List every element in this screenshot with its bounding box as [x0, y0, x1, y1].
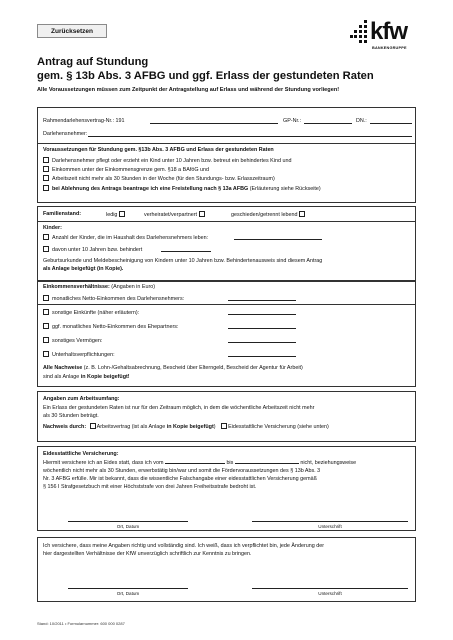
- income-field[interactable]: [228, 314, 296, 315]
- date-from-field[interactable]: [165, 463, 225, 464]
- section-declaration: [37, 537, 416, 602]
- family-option-single[interactable]: ledig: [106, 211, 128, 218]
- affidavit-heading: Eidesstattliche Versicherung:: [43, 451, 119, 457]
- section-workload: [37, 391, 416, 442]
- income-item: Unterhaltsverpflichtungen:: [43, 351, 115, 358]
- date-to-field[interactable]: [235, 463, 299, 464]
- declaration-line-1: Ich versichere, dass meine Angaben richtig und vollständig sind. Ich weiß, dass ich verpflichtet bin, jede Änderung der: [43, 543, 325, 549]
- income-item: sonstige Einkünfte (näher erläutern):: [43, 309, 139, 316]
- affidavit-line-1: Hiermit versichere ich an Eides statt, dass ich vom bis nicht, beziehungsweise: [43, 460, 357, 466]
- income-item: monatliches Netto-Einkommen des Darlehensnehmers:: [43, 295, 184, 302]
- form-subtitle: Alle Voraussetzungen müssen zum Zeitpunkt der Antragstellung auf Erlass und während der Stundung vorliegen!: [37, 87, 340, 93]
- form-title: [37, 55, 417, 83]
- workload-text-2: als 30 Stunden beträgt.: [43, 413, 99, 419]
- family-status-label: Familienstand:: [43, 211, 82, 217]
- requirement-item: Arbeitszeit nicht mehr als 30 Stunden in der Woche (für den Stundungs- bzw. Erlasszeitraum): [43, 175, 275, 182]
- logo-text: kfw: [370, 18, 408, 45]
- title-line-2: gem. § 13b Abs. 3 AFBG und ggf. Erlass der gestundeten Raten: [37, 70, 374, 82]
- borrower-field[interactable]: [88, 136, 412, 137]
- income-checkbox[interactable]: [43, 295, 49, 301]
- affidavit-line-3: Nr. 3 AFBG erfülle. Mir ist bekannt, dass die wissentliche Falschangabe einer eidesstattlichen Versicherung gemäß: [43, 476, 317, 482]
- income-checkbox[interactable]: [43, 323, 49, 329]
- exemption-checkbox[interactable]: [43, 185, 49, 191]
- income-item: sonstiges Vermögen:: [43, 337, 102, 344]
- children-count-field[interactable]: [234, 239, 322, 240]
- contract-number-field[interactable]: [150, 123, 278, 124]
- signature-line[interactable]: Unterschrift: [252, 521, 408, 529]
- workload-text: Ein Erlass der gestundeten Raten ist nur für den Zeitraum möglich, in dem die wöchentliche Arbeitszeit nicht mehr: [43, 405, 315, 411]
- income-field[interactable]: [228, 300, 296, 301]
- income-proof-line-2: sind als Anlage in Kopie beigefügt!: [43, 374, 130, 380]
- gp-label: GP-Nr.:: [283, 118, 301, 124]
- children-checkbox[interactable]: [43, 234, 49, 240]
- requirement-checkbox[interactable]: [43, 175, 49, 181]
- income-checkbox[interactable]: [43, 337, 49, 343]
- family-option-married[interactable]: verheiratet/verpartnert: [144, 211, 208, 218]
- children-item: davon unter 10 Jahren bzw. behindert: [43, 246, 142, 253]
- children-label: Kinder:: [43, 225, 62, 231]
- contract-number-label: Rahmendarlehensvertrag-Nr.: 191: [43, 118, 125, 124]
- form-footer: Stand: 10/2011 • Formularnummer: 600 000 0287: [37, 621, 125, 626]
- signature-line[interactable]: Unterschrift: [252, 588, 408, 596]
- affidavit-checkbox[interactable]: [221, 423, 227, 429]
- section-income: [37, 280, 416, 387]
- kfw-logo: [350, 18, 416, 60]
- requirement-checkbox[interactable]: [43, 166, 49, 172]
- affidavit-line-4: § 156 I Strafgesetzbuch mit einer Höchststrafe von drei Jahren Freiheitsstrafe bedroht ist.: [43, 484, 257, 490]
- logo-dots-icon: [350, 20, 370, 46]
- reset-button[interactable]: Zurücksetzen: [37, 24, 107, 38]
- married-checkbox[interactable]: [199, 211, 205, 217]
- logo-subtext: BANKENGRUPPE: [372, 46, 407, 50]
- family-option-divorced[interactable]: geschieden/getrennt lebend: [231, 211, 308, 218]
- children-under-10-field[interactable]: [161, 251, 211, 252]
- income-checkbox[interactable]: [43, 351, 49, 357]
- income-checkbox[interactable]: [43, 309, 49, 315]
- requirement-checkbox[interactable]: [43, 157, 49, 163]
- affidavit-line-2: wöchentlich nicht mehr als 30 Stunden, erwerbstätig bin/war und somit die Fördervoraussetzungen des § 13b Abs. 3: [43, 468, 321, 474]
- exemption-item: bei Ablehnung des Antrags beantrage ich eine Freistellung nach § 13a AFBG (Erläuterung siehe Rückseite): [43, 185, 321, 192]
- dn-field[interactable]: [370, 123, 412, 124]
- divorced-checkbox[interactable]: [299, 211, 305, 217]
- workload-heading: Angaben zum Arbeitsumfang:: [43, 396, 120, 402]
- children-item: Anzahl der Kinder, die im Haushalt des Darlehensnehmers leben:: [43, 234, 208, 241]
- declaration-line-2: hier dargestellten Verhältnisse der KfW unverzüglich schriftlich zur Kenntnis zu bringen.: [43, 551, 252, 557]
- place-date-line[interactable]: Ort, Datum: [68, 521, 188, 529]
- income-heading: Einkommensverhältnisse: (Angaben in Euro): [43, 284, 156, 290]
- income-field[interactable]: [228, 356, 296, 357]
- children-proof-line-2: als Anlage beigefügt (in Kopie).: [43, 266, 124, 272]
- children-under-10-checkbox[interactable]: [43, 246, 49, 252]
- borrower-label: Darlehensnehmer:: [43, 131, 88, 137]
- requirement-item: Darlehensnehmer pflegt oder erzieht ein Kind unter 10 Jahren bzw. betreut ein behindertes Kind und: [43, 157, 291, 164]
- gp-field[interactable]: [304, 123, 352, 124]
- income-proof-line: Alle Nachweise (z. B. Lohn-/Gehaltsabrechnung, Bescheid über Elterngeld, Bescheid der Agentur für Arbeit): [43, 365, 303, 371]
- place-date-line[interactable]: Ort, Datum: [68, 588, 188, 596]
- workload-proof: Nachweis durch: Arbeitsvertrag (ist als Anlage in Kopie beigefügt) Eidesstattliche Versicherung (siehe unten): [43, 424, 329, 430]
- employment-contract-checkbox[interactable]: [90, 423, 96, 429]
- title-line-1: Antrag auf Stundung: [37, 56, 149, 68]
- dn-label: DN.:: [356, 118, 367, 124]
- requirement-item: Einkommen unter der Einkommensgrenze gem. §18 a BAföG und: [43, 166, 209, 173]
- children-proof-line: Geburtsurkunde und Meldebescheinigung von Kindern unter 10 Jahren bzw. Behindertenausweis sind diesem Antrag: [43, 258, 323, 264]
- section-contract: [37, 107, 416, 203]
- income-field[interactable]: [228, 342, 296, 343]
- section-affidavit: [37, 446, 416, 531]
- requirements-heading: Voraussetzungen für Stundung gem. §13b Abs. 3 AFBG und Erlass der gestundeten Raten: [43, 147, 274, 153]
- income-field[interactable]: [228, 328, 296, 329]
- income-item: ggf. monatliches Netto-Einkommen des Ehepartners:: [43, 323, 178, 330]
- single-checkbox[interactable]: [119, 211, 125, 217]
